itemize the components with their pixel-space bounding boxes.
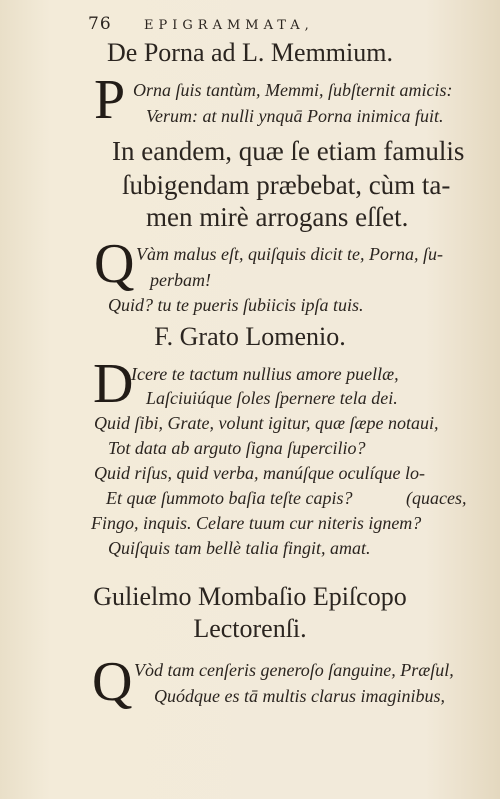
poem4-dropcap: Q	[92, 651, 133, 713]
poem3-line-8: Fingo, inquis. Celare tuum cur niteris ignem?	[91, 513, 422, 533]
poem3-dropcap: D	[93, 353, 134, 415]
poem4-title-line-1: Gulielmo Mombaſio Epiſcopo	[93, 582, 407, 611]
poem3-line-2: Laſciuiúque ſoles ſpernere tela dei.	[146, 388, 398, 408]
poem4-line-1: Vòd tam cenſeris generoſo ſanguine, Præſul,	[134, 660, 454, 680]
running-title: EPIGRAMMATA,	[144, 18, 314, 33]
poem3-line-6: Et quæ ſummoto baſia teſte capis?	[106, 488, 353, 508]
poem3-line-4: Tot data ab arguto ſigna ſupercilio?	[108, 438, 366, 458]
poem1-line-2: Verum: at nulli ynquā Porna inimica fuit.	[146, 106, 444, 126]
poem3-line-1: Icere te tactum nullius amore puellæ,	[131, 364, 399, 384]
poem1-title: De Porna ad L. Memmium.	[107, 38, 393, 67]
poem3-line-3: Quid ſibi, Grate, volunt igitur, quæ ſæpe notaui,	[94, 413, 439, 433]
poem2-line-2: perbam!	[150, 270, 211, 290]
poem2-line-1: Vàm malus eſt, quiſquis dicit te, Porna, ſu-	[136, 244, 443, 264]
poem3-line-5: Quid riſus, quid verba, manúſque oculíque lo-	[94, 463, 425, 483]
poem2-dropcap: Q	[94, 233, 135, 295]
poem3-line-7: (quaces,	[406, 488, 467, 508]
poem2-title-line-1: In eandem, quæ ſe etiam famulis	[112, 136, 465, 166]
poem2-title-line-3: men mirè arrogans eſſet.	[146, 202, 409, 232]
poem1-dropcap: P	[94, 69, 126, 131]
poem2-title-line-2: ſubigendam præbebat, cùm ta-	[122, 170, 451, 200]
poem4-title-line-2: Lectorenſi.	[193, 614, 307, 643]
poem4-line-2: Quódque es tā multis clarus imaginibus,	[154, 686, 445, 706]
running-head	[88, 14, 314, 34]
poem1-line-1: Orna ſuis tantùm, Memmi, ſubſternit amicis:	[133, 80, 453, 100]
poem3-line-9: Quiſquis tam bellè talia fingit, amat.	[108, 538, 371, 558]
page-number: 76	[88, 14, 112, 34]
poem2-line-3: Quid? tu te pueris ſubiicis ipſa tuis.	[108, 295, 364, 315]
poem3-title: F. Grato Lomenio.	[154, 322, 346, 351]
